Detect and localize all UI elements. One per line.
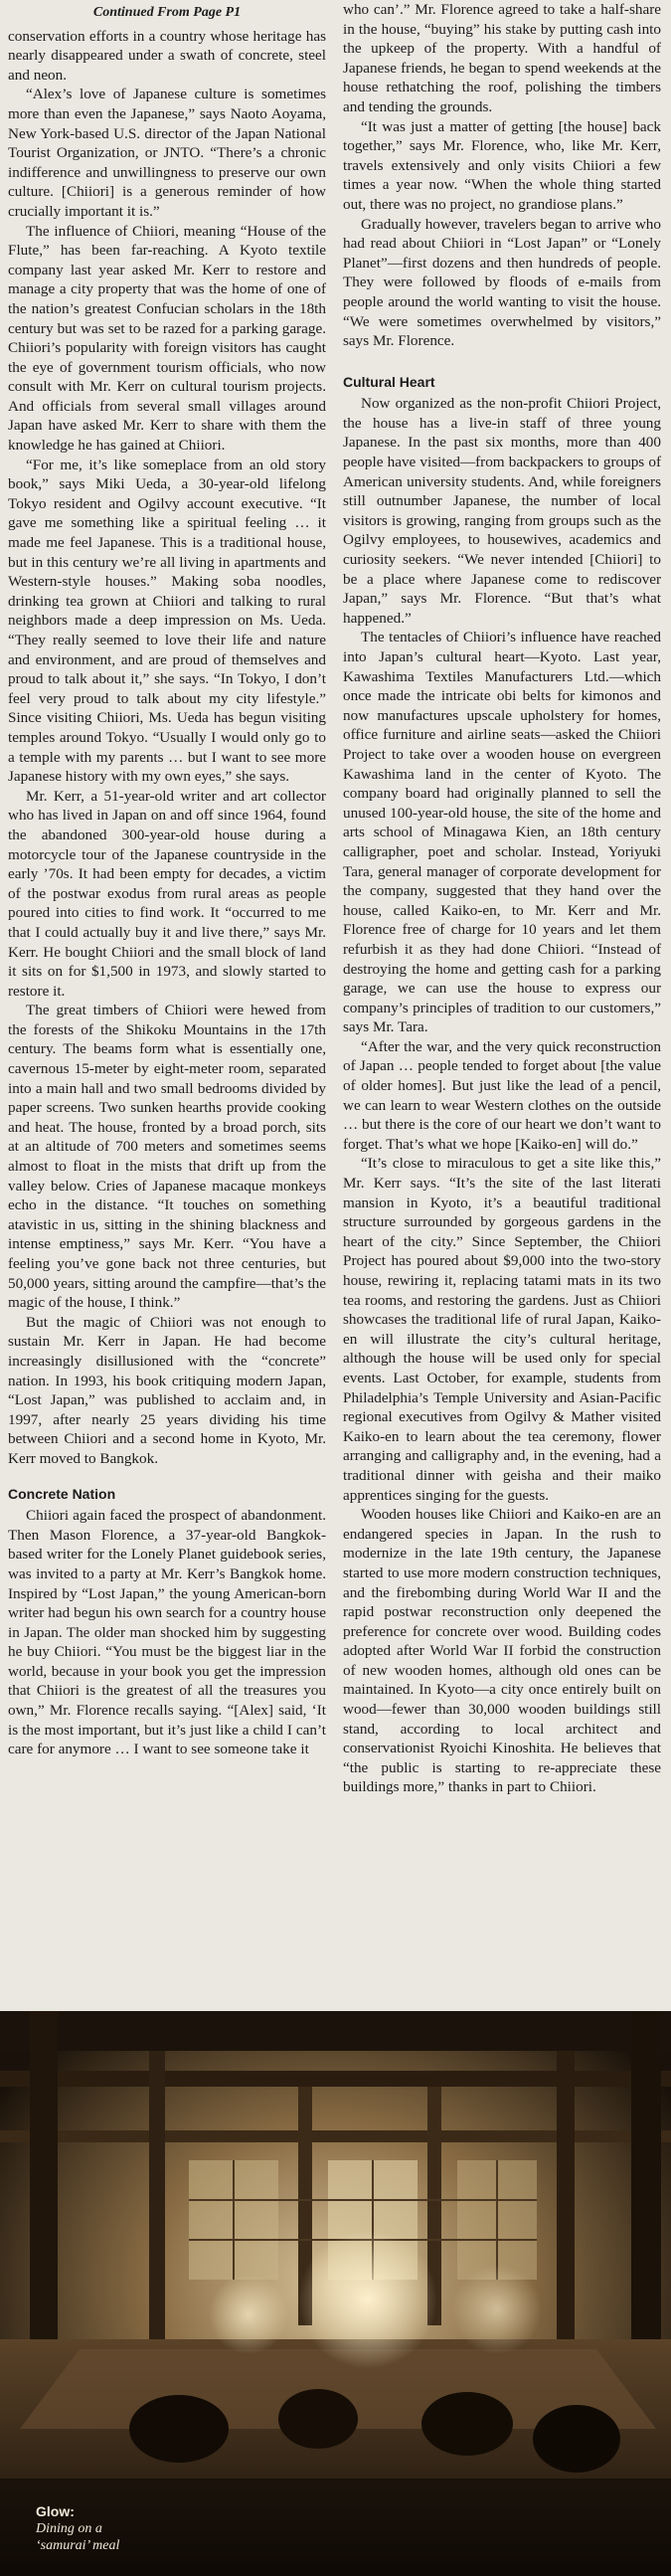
article-paragraph: Gradually however, travelers began to arrive who had read about Chiiori in “Lost Japan” or “Lonely Planet”—first dozens and then hundreds of people. They were followed by floods of e-mails from people around the world wanting to visit the house. “We were sometimes overwhelmed by visitors,” says Mr. Florence.	[343, 215, 661, 350]
right-column	[343, 0, 661, 1797]
photo-caption	[36, 2503, 119, 2554]
article-paragraph: “It’s close to miraculous to get a site like this,” Mr. Kerr says. “It’s the site of the last literati mansion in Kyoto, it’s a beautiful traditional structure surrounded by gorgeous gardens in the heart of the city.” Since September, the Chiiori Project has poured about $9,000 into the two-story house, rewiring it, replacing tatami mats in its two tea rooms, and restoring the gardens. Just as Chiiori showcases the traditional life of rural Japan, Kaiko-en will illustrate the city’s cultural heritage, although the house will be used only for special events. Last October, for example, students from Philadelphia’s Temple University and Asian-Pacific regional executives from Ogilvy & Mather visited Kaiko-en to learn about the tea ceremony, flower arranging and calligraphy and, in the evening, had a traditional dinner with geisha and their maiko apprentices singing for the guests.	[343, 1155, 661, 1504]
article-paragraph: Wooden houses like Chiiori and Kaiko-en are an endangered species in Japan. In the rush to modernize in the late 19th century, the Japanese started to use more modern construction techniques, and the firebombing during World War II and the rapid postwar reconstruction only deepened the preference for concrete over wood. Building codes adopted after World War II forbid the construction of new wooden homes, although old ones can be maintained. In Kyoto—a city once entirely built on wood—fewer than 30,000 wooden buildings still stand, according to local architect and conservationist Ryoichi Kinoshita. He believes that “the public is starting to re-appreciate these buildings more,” thanks in part to Chiiori.	[343, 1506, 661, 1796]
article-paragraph: who can’.” Mr. Florence agreed to take a half-share in the house, “buying” his stake by putting cash into the upkeep of the property. With a handful of Japanese friends, he began to spend weekends at the house rethatching the roof, polishing the timbers and tending the grounds.	[343, 1, 661, 115]
article-paragraph: Mr. Kerr, a 51-year-old writer and art collector who has lived in Japan on and off since 1964, found the abandoned 300-year-old house during a motorcycle tour of the Japanese countryside in the early ’70s. It had been empty for decades, a victim of the postwar exodus from rural areas as people poured into cities to find work. It “occurred to me that I could actually buy it and live there,” says Mr. Kerr. He bought Chiiori and the small block of land it sits on for $1,500 in 1973, and slowly started to restore it.	[8, 787, 326, 1000]
article-paragraph: The tentacles of Chiiori’s influence have reached into Japan’s cultural heart—Kyoto. Last year, Kawashima Textiles Manufacturers Ltd.—which once made the intricate obi belts for kimonos and now manufactures upscale upholstery for homes, office furniture and airline seats—asked the Chiiori Project to take over a wooden house on evergreen Kawashima land in the center of Kyoto. The company board had originally planned to sell the unused 100-year-old house, the site of the home and arts school of Minagawa Kien, an 18th century calligrapher, poet and scholar. Instead, Yoriyuki Tara, general manager of corporate development for the company, suggested that they hand over the house, called Kaiko-en, to Mr. Kerr and Mr. Florence free of charge for 10 years and let them refurbish it as they had done Chiiori. “Instead of destroying the home and getting cash for a parking garage, we can use the house to express our company’s principles of tradition to our customers,” says Mr. Tara.	[343, 629, 661, 1036]
article-paragraph: But the magic of Chiiori was not enough to sustain Mr. Kerr in Japan. He had become increasingly disillusioned with the “concrete” nation. In 1993, his book critiquing modern Japan, “Lost Japan,” was published to acclaim and, in 1997, after nearly 25 years dividing his time between Chiiori and a second home in Kyoto, Mr. Kerr moved to Bangkok.	[8, 1313, 326, 1467]
article-paragraph: “It was just a matter of getting [the house] back together,” says Mr. Florence, who, like Mr. Kerr, travels extensively and only visits Chiiori a few times a year now. “When the whole thing started out, there was no project, no grandiose plans.”	[343, 117, 661, 213]
caption-text: Dining on a	[36, 2521, 102, 2536]
caption-lead: Glow:	[36, 2503, 75, 2519]
article-paragraph: “After the war, and the very quick reconstruction of Japan … people tended to forget about [the value of older homes]. But just like the lead of a pencil, we can learn to wear Western clothes on the outside … but there is the core of our heart we don’t want to forget. That’s what we hope [Kaiko-en] will do.”	[343, 1037, 661, 1153]
article-paragraph: conservation efforts in a country whose heritage has nearly disappeared under a swath of concrete, steel and neon.	[8, 27, 326, 84]
article-paragraph: “For me, it’s like someplace from an old story book,” says Miki Ueda, a 30-year-old lifelong Tokyo resident and Ogilvy account executive. “It gave me something like a spiritual feeling … it made me feel Japanese. This is a traditional house, but in this century we’re all living in apartments and Western-style houses.” Making soba noodles, drinking tea grown at Chiiori and talking to rural neighbors made a deep impression on Ms. Ueda. “They really seemed to love their life and nature and environment, and are proud of themselves and proud to talk about it,” she says. “In Tokyo, I don’t feel very proud to talk about my city lifestyle.” Since visiting Chiiori, Ms. Ueda has begun visiting temples around Tokyo. “Usually I would only go to a temple with my parents … but I want to see more Japanese history with my own eyes,” she says.	[8, 456, 326, 786]
section-subhead: Cultural Heart	[343, 373, 435, 390]
continued-label: Continued From Page P1	[92, 5, 242, 20]
caption-text: ‘samurai’ meal	[36, 2538, 120, 2553]
article-paragraph: The great timbers of Chiiori were hewed from the forests of the Shikoku Mountains in the 17th century. The beams form what is essentially one, cavernous 15-meter by eight-meter room, separated into a main hall and two small bedrooms divided by paper screens. Two sunken hearths provide cooking and heat. The house, fronted by a broad porch, sits at an altitude of 700 meters and sometimes seems almost to float in the mists that drift up from the valley below. Cries of Japanese macaque monkeys echo in the distance. “It touches on something atavistic in us, sitting in the shining blackness and intense emptiness,” says Mr. Kerr. “You have a feeling you’ve gone back not three centuries, but 50,000 years, sitting around the campfire—that’s the magic of the house, I think.”	[8, 1002, 326, 1312]
article-paragraph: Now organized as the non-profit Chiiori Project, the house has a live-in staff of three young Japanese. In the past six months, more than 400 people have visited—from backpackers to groups of American university students. And, while foreigners still outnumber Japanese, the number of local visitors is growing, ranging from groups such as the Ogilvy employees, to housewives, academics and curiosity seekers. “We never intended [Chiiori] to be a place where Japanese come to rediscover Japan,” says Mr. Florence. “But that’s what happened.”	[343, 395, 661, 627]
section-subhead: Concrete Nation	[8, 1485, 116, 1502]
photo-illustration	[0, 2011, 671, 2576]
article-paragraph: The influence of Chiiori, meaning “House of the Flute,” has been far-reaching. A Kyoto textile company last year asked Mr. Kerr to restore and manage a city property that was the home of one of the nation’s greatest Confucian scholars in the 18th century but was set to be razed for a parking garage. Chiiori’s popularity with foreign visitors has caught the eye of government tourism officials, who now consult with Mr. Kerr on cultural tourism projects. And officials from several small villages around Japan have asked Mr. Kerr to share with them the knowledge he has gained at Chiiori.	[8, 222, 326, 455]
article-paragraph: Chiiori again faced the prospect of abandonment. Then Mason Florence, a 37-year-old Bangkok-based writer for the Lonely Planet guidebook series, was invited to a party at Mr. Kerr’s Bangkok home. Inspired by “Lost Japan,” the young American-born writer had begun his own search for a country house in Japan. The older man shocked him by suggesting he buy Chiiori. “You must be the biggest liar in the world, because in your book you get the impression that Chiiori is the greatest of all the treasures you own,” Mr. Florence recalls saying. “[Alex] said, ‘It is the most important, but it’s just like a child I can’t care for anymore … I want to see someone take it	[8, 1507, 326, 1758]
article-paragraph: “Alex’s love of Japanese culture is sometimes more than even the Japanese,” says Naoto Aoyama, New York-based U.S. director of the Japan National Tourist Organization, or JNTO. “There’s a chronic indifference and unwillingness to preserve our own culture. [Chiiori] is a generous reminder of how crucially important it is.”	[8, 86, 326, 220]
interior-photo	[0, 2011, 671, 2576]
left-column	[8, 0, 326, 1759]
